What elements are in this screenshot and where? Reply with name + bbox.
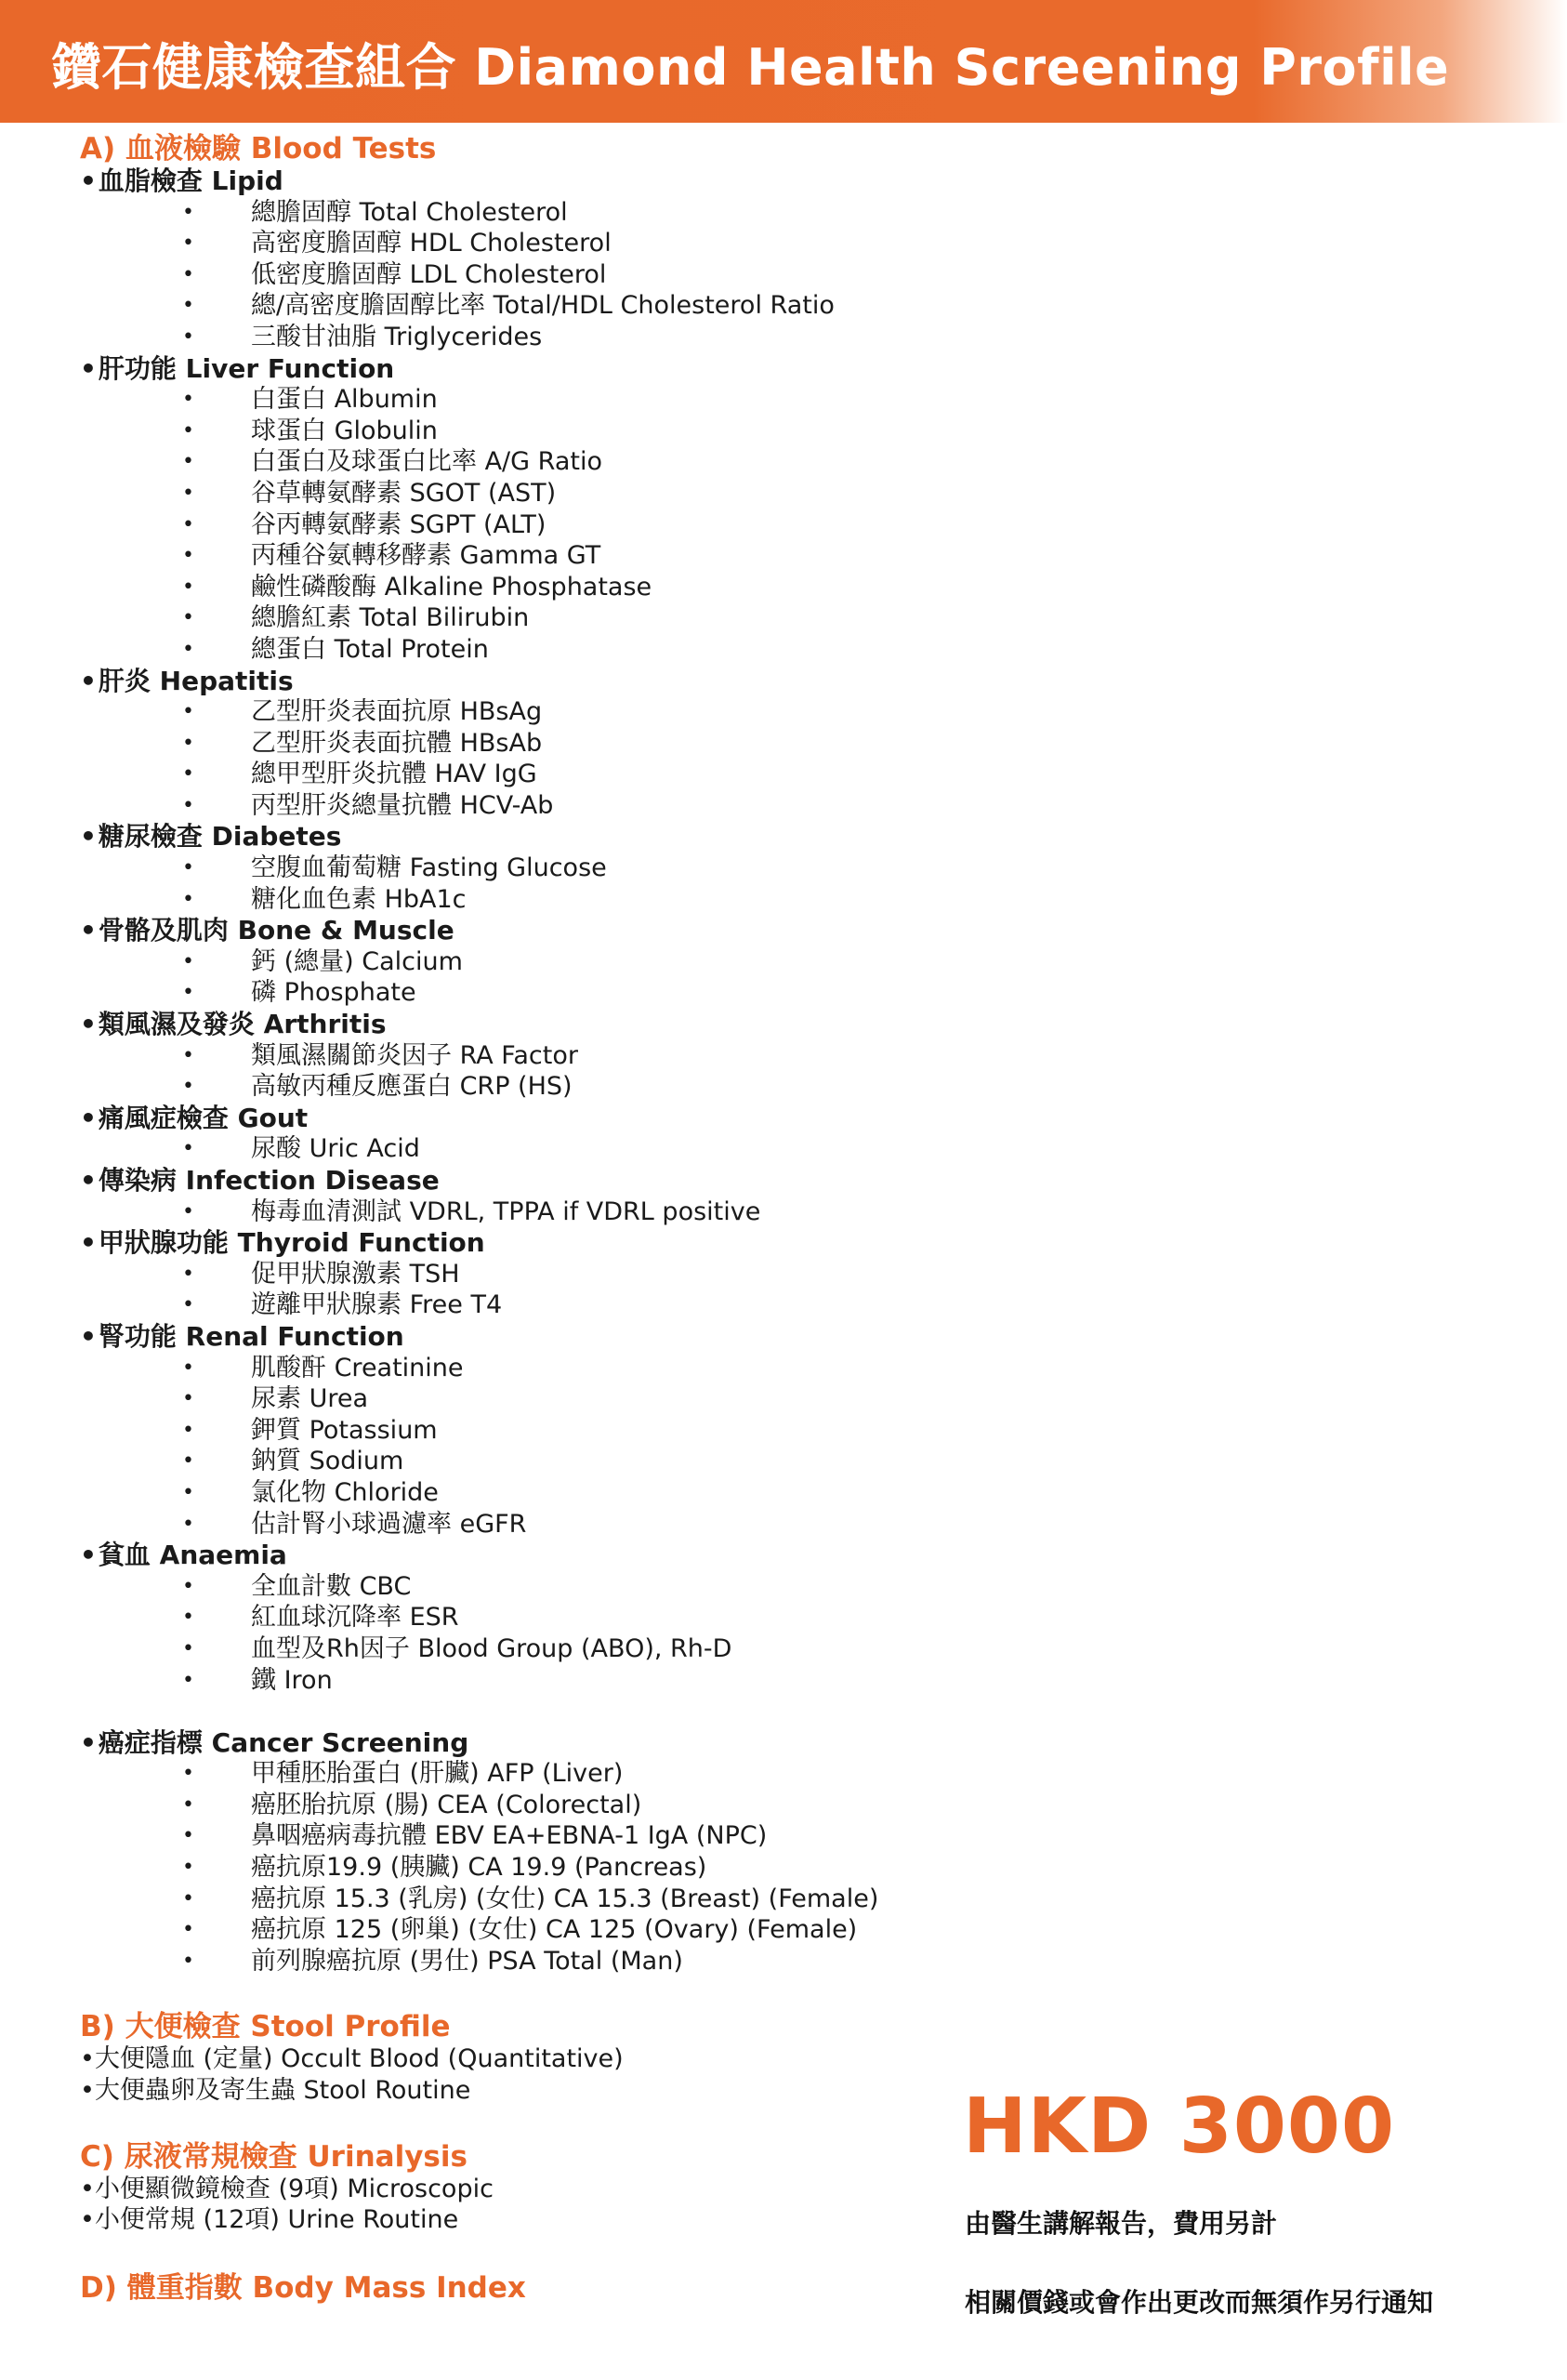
test-group	[80, 1321, 1009, 1540]
bullet-icon: •	[80, 1726, 97, 1758]
bullet-icon: •	[182, 700, 194, 724]
test-group-title: •類風濕及發炎 Arthritis	[80, 1009, 387, 1040]
bullet-icon: •	[182, 762, 194, 787]
bullet-icon: •	[182, 1199, 194, 1223]
test-item: • 磷 Phosphate	[182, 978, 416, 1008]
bullet-icon: •	[182, 1137, 194, 1161]
bullet-icon: •	[182, 512, 194, 536]
test-item: • 鹼性磷酸酶 Alkaline Phosphatase	[182, 572, 652, 602]
test-item: • 肌酸酐 Creatinine	[182, 1353, 464, 1382]
test-group	[80, 1165, 1009, 1227]
test-item: • 氯化物 Chloride	[182, 1477, 439, 1507]
bullet-icon: •	[182, 1387, 194, 1411]
bullet-icon: •	[182, 856, 194, 880]
test-item: • 球蛋白 Globulin	[182, 416, 438, 445]
bullet-icon: •	[182, 1918, 194, 1942]
bullet-icon: •	[182, 1792, 194, 1817]
test-item: • 糖化血色素 HbA1c	[182, 884, 467, 914]
test-group	[80, 1009, 1009, 1103]
test-item: • 總膽紅素 Total Bilirubin	[182, 603, 530, 633]
test-group-title: •糖尿檢查 Diabetes	[80, 821, 342, 853]
test-item: • 總甲型肝炎抗體 HAV IgG	[182, 760, 537, 789]
test-item: • 癌抗原19.9 (胰臟) CA 19.9 (Pancreas)	[182, 1853, 707, 1883]
bullet-icon: •	[80, 665, 97, 696]
stool-item: •大便蟲卵及寄生蟲 Stool Routine	[80, 2076, 471, 2106]
test-group-title: •骨骼及肌肉 Bone & Muscle	[80, 915, 454, 946]
test-item: • 總膽固醇 Total Cholesterol	[182, 197, 568, 227]
bullet-icon: •	[182, 481, 194, 505]
section-heading-bmi: D) 體重指數 Body Mass Index	[80, 2270, 526, 2305]
bullet-icon: •	[80, 915, 97, 946]
price-note-doctor: 由醫生講解報告，費用另計	[965, 2208, 1278, 2239]
bullet-icon: •	[182, 1293, 194, 1317]
test-item: • 丙種谷氨轉移酵素 Gamma GT	[182, 541, 601, 571]
bullet-icon: •	[80, 1227, 97, 1259]
test-item: • 丙型肝炎總量抗體 HCV-Ab	[182, 790, 554, 820]
test-group	[80, 1103, 1009, 1165]
test-item: • 前列腺癌抗原 (男仕) PSA Total (Man)	[182, 1946, 683, 1976]
test-item: • 遊離甲狀腺素 Free T4	[182, 1290, 503, 1320]
bullet-icon: •	[182, 544, 194, 568]
price-note-change: 相關價錢或會作出更改而無須作另行通知	[965, 2287, 1434, 2318]
bullet-icon: •	[80, 1102, 97, 1133]
urine-item: •小便顯微鏡檢查 (9項) Microscopic	[80, 2174, 494, 2203]
bullet-icon: •	[80, 1165, 97, 1196]
test-item: • 甲種胚胎蛋白 (肝臟) AFP (Liver)	[182, 1759, 624, 1789]
test-item: • 乙型肝炎表面抗體 HBsAb	[182, 728, 543, 758]
bullet-icon: •	[182, 731, 194, 755]
bullet-icon: •	[80, 2205, 95, 2235]
bullet-icon: •	[182, 324, 194, 349]
test-item: • 谷草轉氨酵素 SGOT (AST)	[182, 478, 557, 508]
test-group-title: •腎功能 Renal Function	[80, 1320, 404, 1352]
bullet-icon: •	[182, 1886, 194, 1911]
test-group-title: •血脂檢查 Lipid	[80, 165, 283, 196]
test-item: • 尿素 Urea	[182, 1384, 369, 1414]
test-group-title: •肝功能 Liver Function	[80, 352, 395, 384]
bullet-icon: •	[182, 294, 194, 318]
test-item: • 血型及Rh因子 Blood Group (ABO), Rh-D	[182, 1633, 732, 1663]
bullet-icon: •	[182, 887, 194, 911]
test-item: • 鐵 Iron	[182, 1665, 333, 1695]
test-item: • 鉀質 Potassium	[182, 1415, 438, 1445]
test-item: • 估計腎小球過濾率 eGFR	[182, 1509, 527, 1539]
bullet-icon: •	[182, 981, 194, 1005]
test-item: • 癌胚胎抗原 (腸) CEA (Colorectal)	[182, 1790, 642, 1819]
test-item: • 總/高密度膽固醇比率 Total/HDL Cholesterol Ratio	[182, 291, 835, 321]
group-spacer	[80, 1696, 1009, 1727]
section-heading-urine: C) 尿液常規檢查 Urinalysis	[80, 2139, 467, 2174]
bullet-icon: •	[182, 1636, 194, 1660]
test-item: • 白蛋白 Albumin	[182, 385, 438, 415]
bullet-icon: •	[182, 200, 194, 224]
bullet-icon: •	[80, 1009, 97, 1040]
test-group	[80, 821, 1009, 915]
test-item: • 高密度膽固醇 HDL Cholesterol	[182, 229, 612, 258]
urine-item: •小便常規 (12項) Urine Routine	[80, 2205, 459, 2235]
bullet-icon: •	[182, 1418, 194, 1442]
bullet-icon: •	[182, 1043, 194, 1067]
stool-item: •大便隱血 (定量) Occult Blood (Quantitative)	[80, 2044, 624, 2074]
test-group	[80, 1727, 1009, 1977]
section-heading-stool: B) 大便檢查 Stool Profile	[80, 2010, 451, 2044]
test-item: • 乙型肝炎表面抗原 HBsAg	[182, 697, 543, 727]
bullet-icon: •	[182, 575, 194, 599]
page-title: 鑽石健康檢查組合 Diamond Health Screening Profile	[51, 38, 1450, 97]
test-item: • 類風濕關節炎因子 RA Factor	[182, 1040, 578, 1070]
bullet-icon: •	[182, 1856, 194, 1880]
bullet-icon: •	[182, 1480, 194, 1504]
test-item: • 空腹血葡萄糖 Fasting Glucose	[182, 853, 607, 883]
bullet-icon: •	[182, 793, 194, 817]
test-group	[80, 915, 1009, 1009]
test-item: • 總蛋白 Total Protein	[182, 634, 489, 664]
blood-test-groups	[80, 165, 1009, 1977]
test-item: • 谷丙轉氨酵素 SGPT (ALT)	[182, 509, 546, 539]
test-group-title: •傳染病 Infection Disease	[80, 1165, 440, 1196]
test-item: • 紅血球沉降率 ESR	[182, 1603, 459, 1633]
bullet-icon: •	[182, 1762, 194, 1786]
test-group-title: •肝炎 Hepatitis	[80, 665, 294, 696]
bullet-icon: •	[182, 1355, 194, 1380]
bullet-icon: •	[182, 1449, 194, 1474]
bullet-icon: •	[80, 165, 97, 196]
bullet-icon: •	[80, 2174, 95, 2203]
test-item: • 尿酸 Uric Acid	[182, 1134, 420, 1164]
test-item: • 低密度膽固醇 LDL Cholesterol	[182, 259, 607, 289]
bullet-icon: •	[182, 1574, 194, 1598]
bullet-icon: •	[182, 606, 194, 630]
test-item: • 白蛋白及球蛋白比率 A/G Ratio	[182, 447, 602, 477]
bullet-icon: •	[182, 388, 194, 412]
price-amount: HKD 3000	[963, 2082, 1396, 2171]
bullet-icon: •	[182, 1949, 194, 1973]
bullet-icon: •	[182, 949, 194, 973]
bullet-icon: •	[182, 262, 194, 286]
bullet-icon: •	[80, 2076, 95, 2106]
section-heading-blood: A) 血液檢驗 Blood Tests	[80, 132, 437, 165]
bullet-icon: •	[182, 418, 194, 443]
test-item: • 三酸甘油脂 Triglycerides	[182, 322, 543, 351]
test-group-title: •甲狀腺功能 Thyroid Function	[80, 1227, 485, 1259]
bullet-icon: •	[80, 1320, 97, 1352]
test-item: • 鈣 (總量) Calcium	[182, 946, 463, 976]
test-item: • 梅毒血清測試 VDRL, TPPA if VDRL positive	[182, 1197, 761, 1226]
test-group-title: •癌症指標 Cancer Screening	[80, 1726, 469, 1758]
test-group-title: •貧血 Anaemia	[80, 1540, 287, 1571]
test-group	[80, 1540, 1009, 1696]
test-item: • 全血計數 CBC	[182, 1571, 412, 1601]
bullet-icon: •	[80, 2044, 95, 2074]
test-group	[80, 1227, 1009, 1321]
test-list	[80, 132, 1009, 2305]
bullet-icon: •	[182, 1075, 194, 1099]
test-item: • 癌抗原 15.3 (乳房) (女仕) CA 15.3 (Breast) (Female)	[182, 1884, 879, 1913]
bullet-icon: •	[182, 231, 194, 256]
test-item: • 高敏丙種反應蛋白 CRP (HS)	[182, 1072, 573, 1102]
bullet-icon: •	[182, 637, 194, 661]
test-group	[80, 165, 1009, 353]
bullet-icon: •	[80, 352, 97, 384]
bullet-icon: •	[182, 1824, 194, 1848]
bullet-icon: •	[182, 1668, 194, 1692]
test-item: • 鈉質 Sodium	[182, 1447, 404, 1476]
bullet-icon: •	[182, 1512, 194, 1536]
bullet-icon: •	[182, 450, 194, 474]
test-item: • 癌抗原 125 (卵巢) (女仕) CA 125 (Ovary) (Female)	[182, 1915, 858, 1945]
bullet-icon: •	[182, 1262, 194, 1286]
test-item: • 促甲狀腺激素 TSH	[182, 1259, 460, 1289]
test-group-title: •痛風症檢查 Gout	[80, 1102, 309, 1133]
bullet-icon: •	[80, 821, 97, 853]
bullet-icon: •	[182, 1606, 194, 1630]
test-group	[80, 353, 1009, 666]
test-group	[80, 666, 1009, 822]
test-item: • 鼻咽癌病毒抗體 EBV EA+EBNA-1 IgA (NPC)	[182, 1821, 768, 1851]
bullet-icon: •	[80, 1540, 97, 1571]
